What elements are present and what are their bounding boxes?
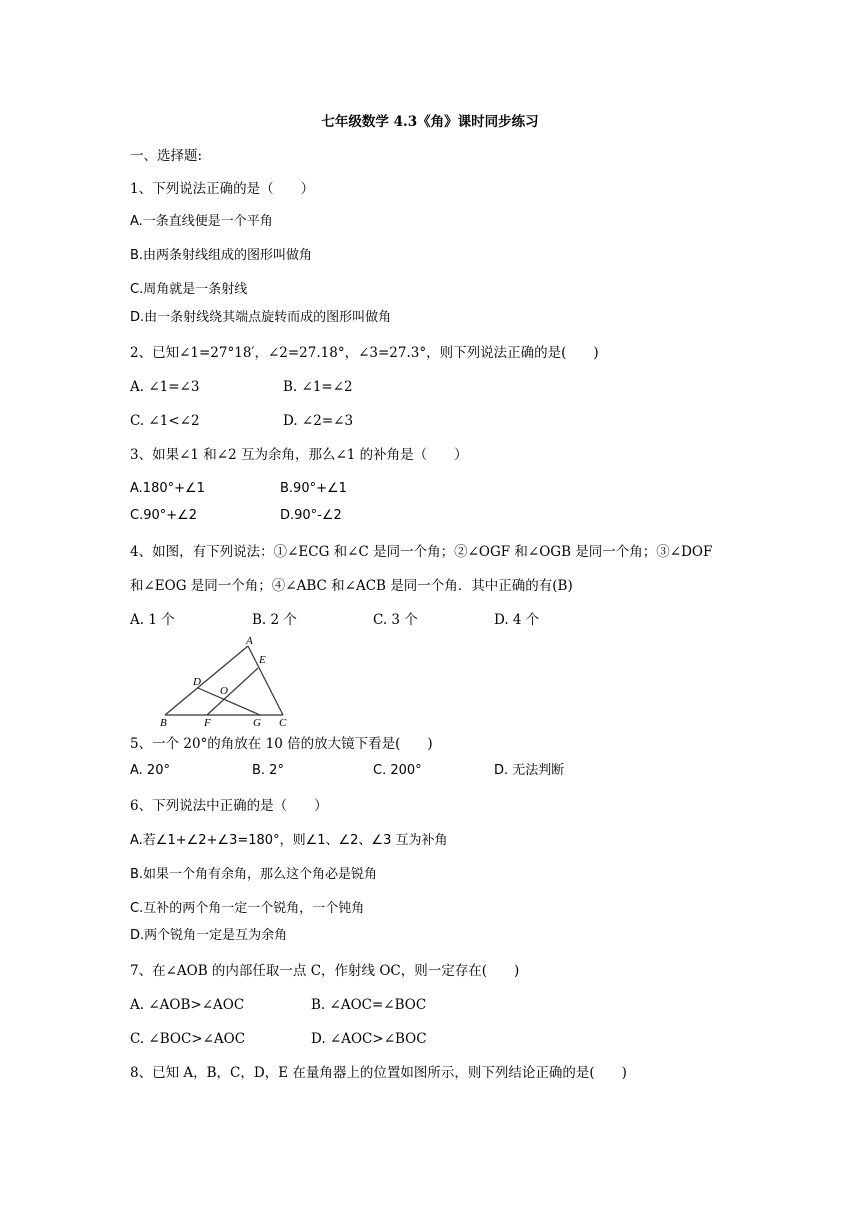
label-d: D <box>193 676 201 688</box>
q3-stem: 3、如果∠1 和∠2 互为余角，那么∠1 的补角是（ ） <box>130 447 468 463</box>
q7-option-d: D. ∠AOC>∠BOC <box>311 1031 427 1047</box>
q1-stem: 1、下列说法正确的是（ ） <box>130 181 315 197</box>
label-g: G <box>253 717 261 729</box>
q4-stem-line1: 4、如图，有下列说法：①∠ECG 和∠C 是同一个角；②∠OGF 和∠OGB 是同一个角；③∠DOF <box>130 544 713 560</box>
q6-option-d: D.两个锐角一定是互为余角 <box>130 928 288 943</box>
q3-option-b: B.90°+∠1 <box>280 481 347 496</box>
q7-option-a: A. ∠AOB>∠AOC <box>130 997 245 1013</box>
label-a: A <box>246 635 253 647</box>
q6-option-c: C.互补的两个角一定一个锐角，一个钝角 <box>130 901 365 916</box>
q3-option-c: C.90°+∠2 <box>130 508 198 523</box>
q5-option-a: A. 20° <box>130 763 170 778</box>
q1-option-c: C.周角就是一条射线 <box>130 282 248 297</box>
q5-option-d: D. 无法判断 <box>494 763 565 778</box>
q2-stem: 2、已知∠1=27°18′，∠2=27.18°，∠3=27.3°，则下列说法正确的是( ) <box>130 345 599 361</box>
q7-option-b: B. ∠AOC=∠BOC <box>311 997 427 1013</box>
q3-option-d: D.90°-∠2 <box>280 508 342 523</box>
page-title: 七年级数学 4.3《角》课时同步练习 <box>321 114 539 130</box>
q4-option-b: B. 2 个 <box>252 612 297 628</box>
segment-ef <box>207 668 258 715</box>
q8-stem: 8、已知 A，B，C，D，E 在量角器上的位置如图所示，则下列结论正确的是( ) <box>130 1065 627 1081</box>
q2-option-c: C. ∠1<∠2 <box>130 413 200 429</box>
segment-dg <box>198 688 260 715</box>
q3-option-a: A.180°+∠1 <box>130 481 205 496</box>
q5-option-b: B. 2° <box>252 763 284 778</box>
q1-option-a: A.一条直线便是一个平角 <box>130 214 273 229</box>
q4-option-c: C. 3 个 <box>373 612 418 628</box>
q2-option-a: A. ∠1=∠3 <box>130 379 200 395</box>
q4-triangle-figure <box>150 630 310 730</box>
label-f: F <box>204 717 211 729</box>
q1-option-b: B.由两条射线组成的图形叫做角 <box>130 248 313 263</box>
q5-option-c: C. 200° <box>373 763 422 778</box>
label-b: B <box>160 717 167 729</box>
q4-option-d: D. 4 个 <box>494 612 540 628</box>
q6-option-b: B.如果一个角有余角，那么这个角必是锐角 <box>130 867 378 882</box>
q4-option-a: A. 1 个 <box>130 612 175 628</box>
q2-option-b: B. ∠1=∠2 <box>283 379 353 395</box>
q7-stem: 7、在∠AOB 的内部任取一点 C，作射线 OC，则一定存在( ) <box>130 963 520 979</box>
q5-stem: 5、一个 20°的角放在 10 倍的放大镜下看是( ) <box>130 736 433 752</box>
label-c: C <box>279 717 287 729</box>
q2-option-d: D. ∠2=∠3 <box>283 413 354 429</box>
q1-option-d: D.由一条射线绕其端点旋转而成的图形叫做角 <box>130 310 392 325</box>
q6-option-a: A.若∠1+∠2+∠3=180°，则∠1、∠2、∠3 互为补角 <box>130 833 448 848</box>
label-o: O <box>220 685 228 697</box>
section-heading: 一、选择题: <box>130 148 203 164</box>
label-e: E <box>259 654 266 666</box>
q6-stem: 6、下列说法中正确的是（ ） <box>130 798 328 814</box>
q7-option-c: C. ∠BOC>∠AOC <box>130 1031 246 1047</box>
q4-stem-line2: 和∠EOG 是同一个角；④∠ABC 和∠ACB 是同一个角．其中正确的有(B) <box>130 578 573 594</box>
